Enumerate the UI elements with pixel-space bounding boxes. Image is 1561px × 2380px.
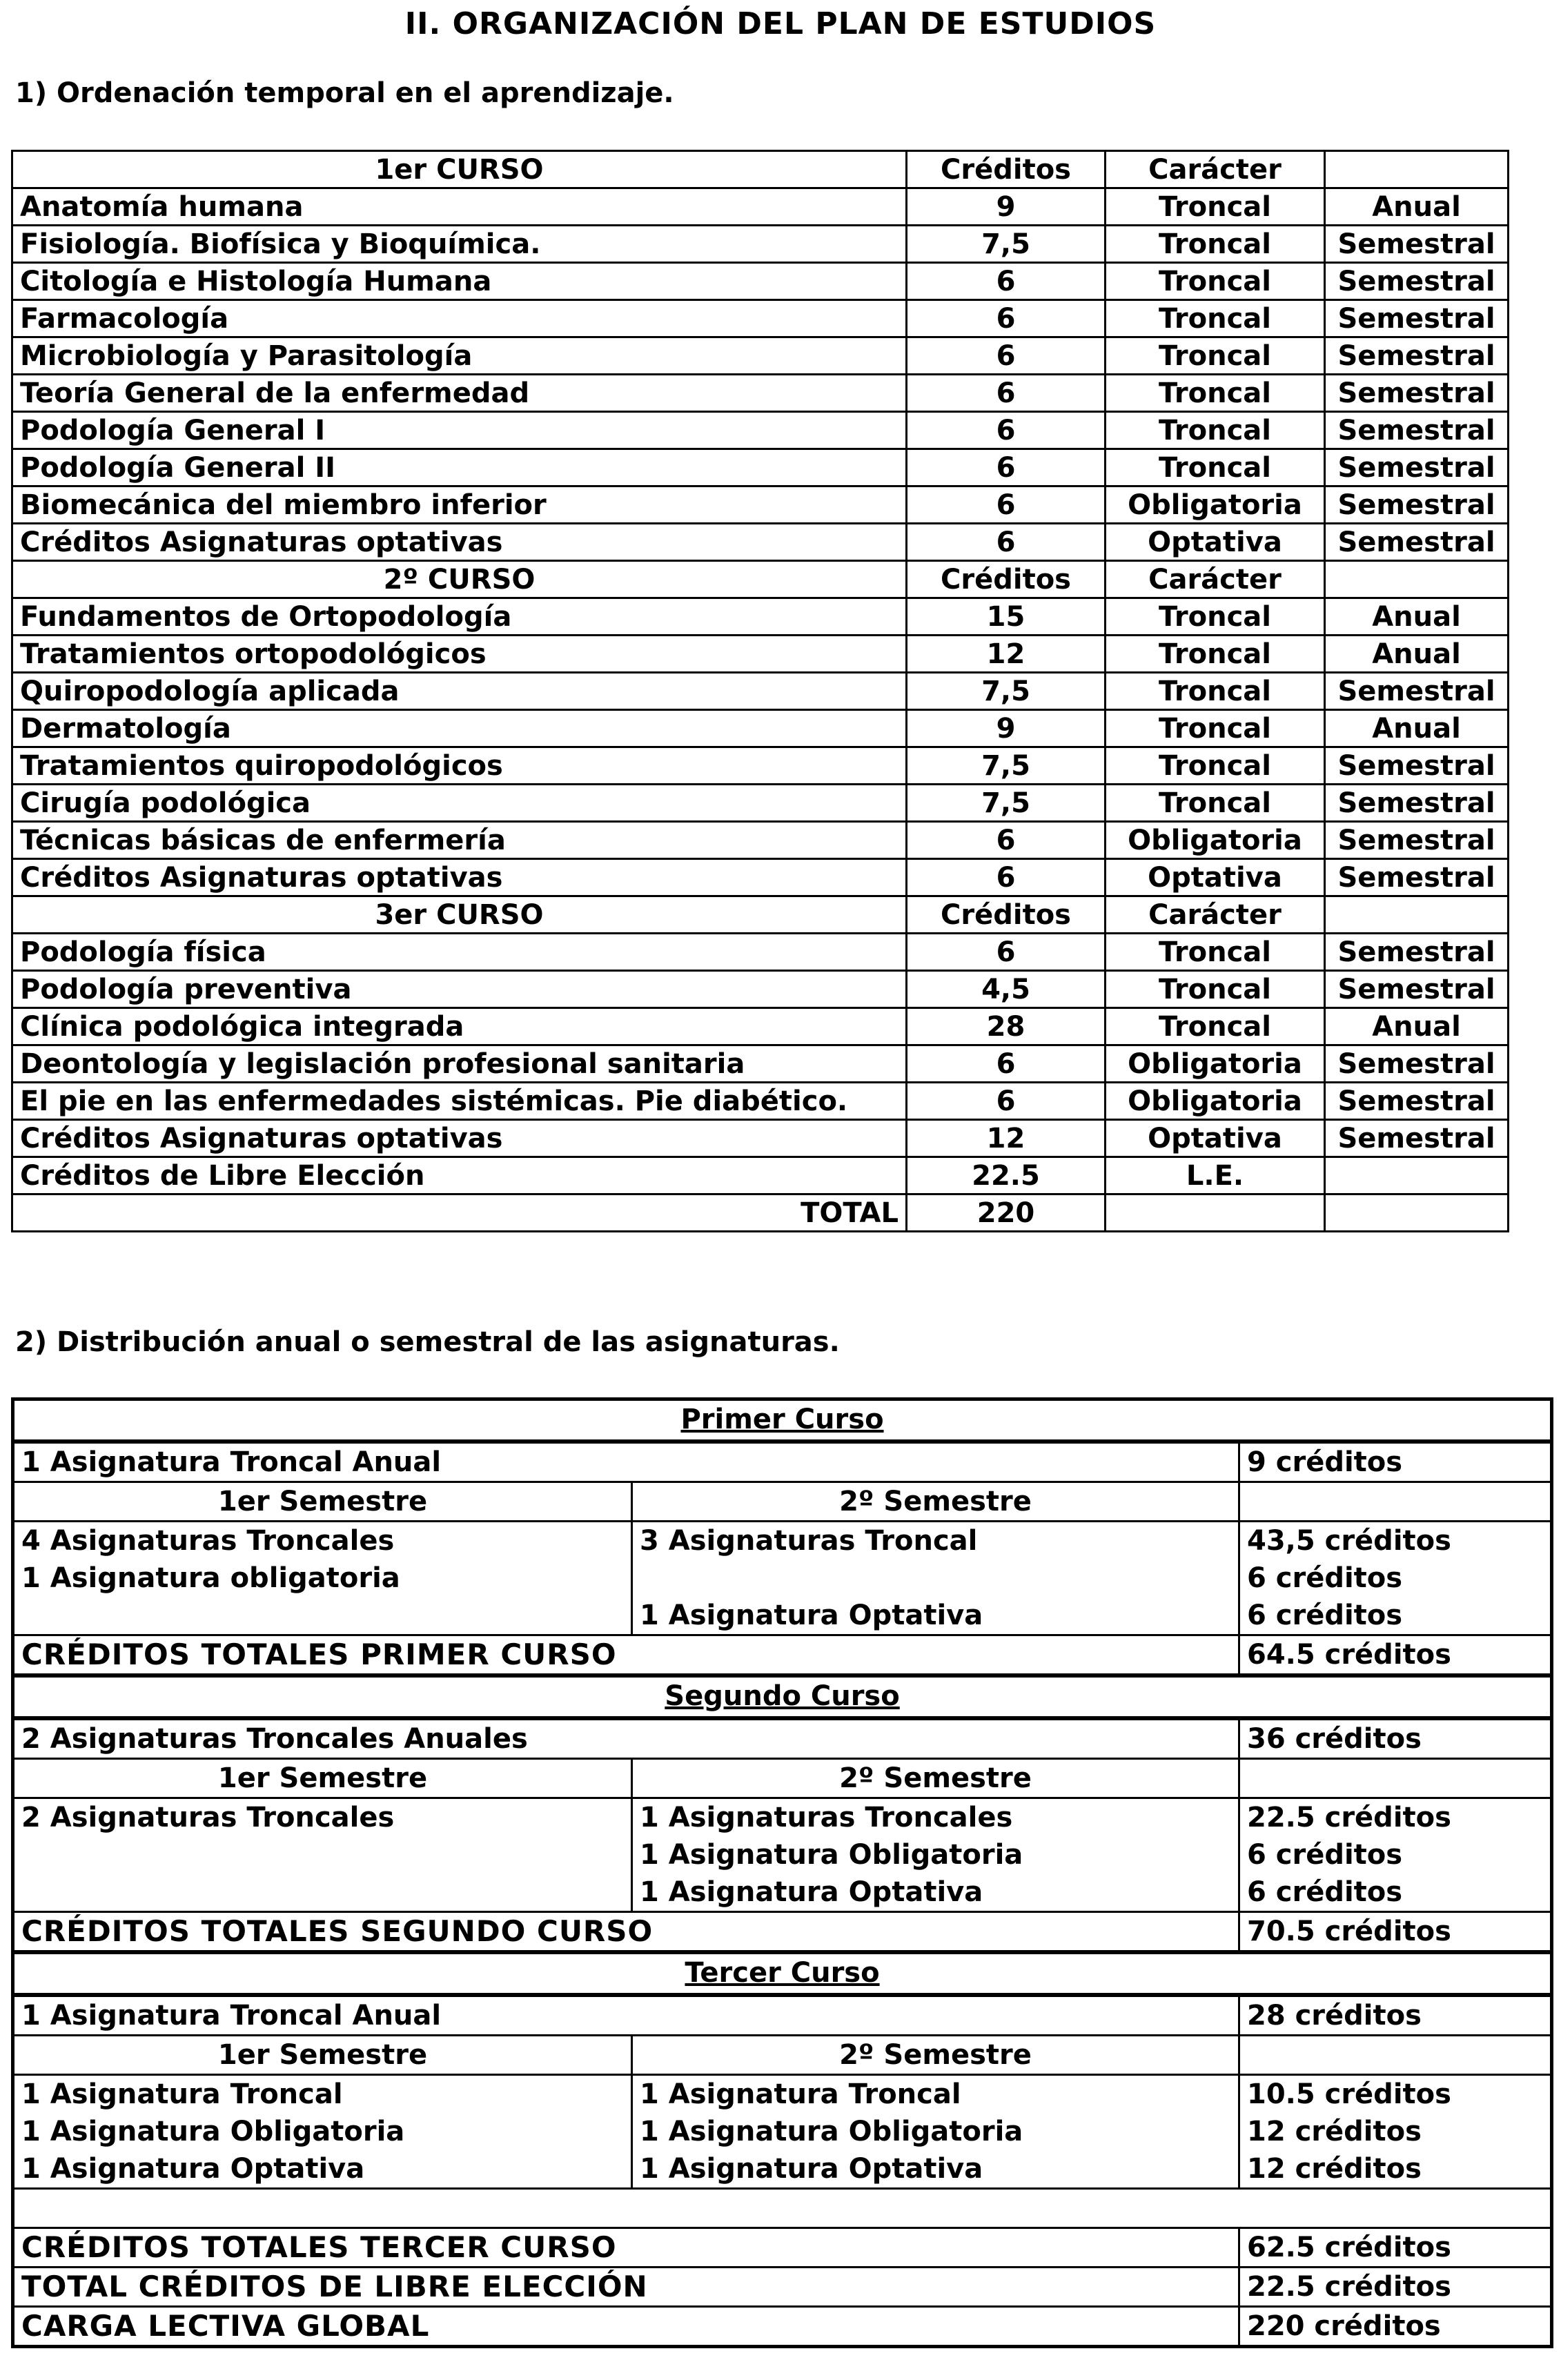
line-item: 6 créditos bbox=[1247, 1839, 1403, 1871]
duration-cell: Semestral bbox=[1325, 449, 1509, 486]
credits-cell: 6 bbox=[907, 524, 1106, 561]
carga-global-label: CARGA LECTIVA GLOBAL bbox=[13, 2307, 1239, 2347]
subject-cell: Clínica podológica integrada bbox=[12, 1008, 907, 1045]
creditos-header-cell: Créditos bbox=[907, 151, 1106, 188]
line-item: 1 Asignatura Obligatoria bbox=[640, 2116, 1023, 2147]
empty-cell bbox=[13, 2189, 1552, 2228]
semester-header-row bbox=[13, 1482, 1552, 1522]
character-cell: Optativa bbox=[1106, 524, 1325, 561]
section-heading-ordenacion: 1) Ordenación temporal en el aprendizaje. bbox=[15, 77, 674, 109]
table-row bbox=[12, 226, 1509, 263]
subject-cell: Cirugía podológica bbox=[12, 785, 907, 822]
character-cell: Optativa bbox=[1106, 1120, 1325, 1157]
character-cell: Troncal bbox=[1106, 673, 1325, 710]
credits-cell: 6 bbox=[907, 263, 1106, 300]
annual-credits: 9 créditos bbox=[1239, 1442, 1552, 1482]
semester1-header: 1er Semestre bbox=[13, 2036, 632, 2075]
line-item: 6 créditos bbox=[1247, 1876, 1403, 1908]
line-item bbox=[21, 1873, 624, 1911]
line-item bbox=[640, 1560, 1231, 1597]
semester1-subjects bbox=[13, 1798, 632, 1912]
character-cell: Troncal bbox=[1106, 785, 1325, 822]
line-item: 1 Asignatura Troncal bbox=[21, 2078, 343, 2110]
credits-cell: 28 bbox=[907, 1008, 1106, 1045]
character-cell: Troncal bbox=[1106, 226, 1325, 263]
credits-cell: 6 bbox=[907, 1045, 1106, 1083]
duration-cell: Semestral bbox=[1325, 859, 1509, 896]
semester1-header: 1er Semestre bbox=[13, 1759, 632, 1798]
semester2-header: 2º Semestre bbox=[632, 2036, 1239, 2075]
line-item: 1 Asignatura obligatoria bbox=[21, 1562, 400, 1594]
empty-cell bbox=[1325, 1194, 1509, 1232]
credits-cell: 6 bbox=[907, 375, 1106, 412]
duration-cell: Semestral bbox=[1325, 673, 1509, 710]
credits-cell: 7,5 bbox=[907, 673, 1106, 710]
character-cell: Troncal bbox=[1106, 412, 1325, 449]
line-item: 1 Asignatura Obligatoria bbox=[21, 2116, 405, 2147]
subject-cell: Créditos Asignaturas optativas bbox=[12, 524, 907, 561]
curso-header-cell: 1er CURSO bbox=[12, 151, 907, 188]
semester2-subjects bbox=[632, 2075, 1239, 2189]
duration-cell: Anual bbox=[1325, 598, 1509, 636]
subject-cell: Créditos Asignaturas optativas bbox=[12, 1120, 907, 1157]
line-item: 10.5 créditos bbox=[1247, 2078, 1451, 2110]
carga-global-row bbox=[13, 2307, 1552, 2347]
line-item: 1 Asignaturas Troncales bbox=[640, 1802, 1013, 1833]
curso-total-value: 64.5 créditos bbox=[1239, 1635, 1552, 1676]
curso-total-value: 70.5 créditos bbox=[1239, 1912, 1552, 1953]
libre-eleccion-value: 22.5 créditos bbox=[1239, 2268, 1552, 2307]
total-value: 220 bbox=[907, 1194, 1106, 1232]
character-cell: L.E. bbox=[1106, 1157, 1325, 1194]
character-cell: Troncal bbox=[1106, 263, 1325, 300]
semester-credits bbox=[1239, 2075, 1552, 2189]
subject-cell: Créditos de Libre Elección bbox=[12, 1157, 907, 1194]
section-heading-distribucion: 2) Distribución anual o semestral de las asignaturas. bbox=[15, 1326, 840, 1358]
table-row bbox=[12, 524, 1509, 561]
credits-cell: 6 bbox=[907, 412, 1106, 449]
subject-cell: Farmacología bbox=[12, 300, 907, 337]
credits-cell: 9 bbox=[907, 710, 1106, 747]
character-cell: Optativa bbox=[1106, 859, 1325, 896]
table-row bbox=[12, 337, 1509, 375]
character-cell: Troncal bbox=[1106, 710, 1325, 747]
duration-cell: Semestral bbox=[1325, 375, 1509, 412]
credits-cell: 9 bbox=[907, 188, 1106, 226]
subject-cell: Podología preventiva bbox=[12, 971, 907, 1008]
credits-cell: 6 bbox=[907, 859, 1106, 896]
curso-title-text: Primer Curso bbox=[680, 1404, 884, 1435]
table-row bbox=[12, 1008, 1509, 1045]
credits-cell: 7,5 bbox=[907, 226, 1106, 263]
duration-cell: Semestral bbox=[1325, 412, 1509, 449]
caracter-header-cell: Carácter bbox=[1106, 561, 1325, 598]
total-row bbox=[12, 1194, 1509, 1232]
subject-cell: Tratamientos ortopodológicos bbox=[12, 636, 907, 673]
duration-cell: Semestral bbox=[1325, 1120, 1509, 1157]
character-cell: Obligatoria bbox=[1106, 822, 1325, 859]
line-item: 1 Asignatura Optativa bbox=[640, 2153, 983, 2185]
page-title: II. ORGANIZACIÓN DEL PLAN DE ESTUDIOS bbox=[404, 6, 1157, 41]
duration-cell: Anual bbox=[1325, 188, 1509, 226]
duration-cell: Semestral bbox=[1325, 1045, 1509, 1083]
semester-detail-row bbox=[13, 1522, 1552, 1635]
table-row bbox=[12, 1045, 1509, 1083]
table-row bbox=[12, 263, 1509, 300]
duration-cell: Semestral bbox=[1325, 337, 1509, 375]
curso-title-row bbox=[13, 1952, 1552, 1995]
subject-cell: Técnicas básicas de enfermería bbox=[12, 822, 907, 859]
character-cell: Troncal bbox=[1106, 971, 1325, 1008]
line-item bbox=[21, 1836, 624, 1873]
credits-cell: 6 bbox=[907, 822, 1106, 859]
subject-cell: Microbiología y Parasitología bbox=[12, 337, 907, 375]
curso-header-cell: 3er CURSO bbox=[12, 896, 907, 934]
character-cell: Troncal bbox=[1106, 188, 1325, 226]
semester-credits bbox=[1239, 1798, 1552, 1912]
credits-cell: 6 bbox=[907, 934, 1106, 971]
creditos-header-cell: Créditos bbox=[907, 561, 1106, 598]
curso-total-label: CRÉDITOS TOTALES PRIMER CURSO bbox=[13, 1635, 1239, 1676]
credits-cell: 4,5 bbox=[907, 971, 1106, 1008]
curso-title bbox=[13, 1399, 1552, 1442]
line-item: 1 Asignatura Optativa bbox=[640, 1876, 983, 1908]
table-row bbox=[12, 971, 1509, 1008]
curso-total-label: CRÉDITOS TOTALES TERCER CURSO bbox=[13, 2228, 1239, 2268]
annual-row bbox=[13, 1442, 1552, 1482]
table-row bbox=[12, 859, 1509, 896]
character-cell: Troncal bbox=[1106, 375, 1325, 412]
subject-cell: Créditos Asignaturas optativas bbox=[12, 859, 907, 896]
duration-cell: Semestral bbox=[1325, 934, 1509, 971]
libre-eleccion-row bbox=[13, 2268, 1552, 2307]
subject-cell: Fundamentos de Ortopodología bbox=[12, 598, 907, 636]
line-item: 1 Asignatura Obligatoria bbox=[640, 1839, 1023, 1871]
duration-cell: Anual bbox=[1325, 1008, 1509, 1045]
empty-cell bbox=[1106, 1194, 1325, 1232]
curriculum-table bbox=[11, 150, 1509, 1232]
credits-cell: 6 bbox=[907, 486, 1106, 524]
curso-total-row bbox=[13, 1912, 1552, 1953]
duration-cell: Semestral bbox=[1325, 971, 1509, 1008]
semester2-header: 2º Semestre bbox=[632, 1482, 1239, 1522]
curso-title-row bbox=[13, 1399, 1552, 1442]
section-header-row bbox=[12, 896, 1509, 934]
line-item: 6 créditos bbox=[1247, 1562, 1403, 1594]
duracion-header-cell bbox=[1325, 896, 1509, 934]
subject-cell: Anatomía humana bbox=[12, 188, 907, 226]
character-cell: Troncal bbox=[1106, 747, 1325, 785]
semester-detail-row bbox=[13, 1798, 1552, 1912]
subject-cell: Quiropodología aplicada bbox=[12, 673, 907, 710]
line-item: 1 Asignatura Optativa bbox=[21, 2153, 365, 2185]
table-row bbox=[12, 486, 1509, 524]
line-item bbox=[21, 1597, 624, 1634]
table-row bbox=[12, 747, 1509, 785]
table-row bbox=[12, 598, 1509, 636]
credits-cell: 7,5 bbox=[907, 785, 1106, 822]
credits-cell: 6 bbox=[907, 1083, 1106, 1120]
libre-eleccion-label: TOTAL CRÉDITOS DE LIBRE ELECCIÓN bbox=[13, 2268, 1239, 2307]
table-row bbox=[12, 188, 1509, 226]
table-row bbox=[12, 934, 1509, 971]
credits-cell: 12 bbox=[907, 1120, 1106, 1157]
duration-cell: Semestral bbox=[1325, 263, 1509, 300]
credits-cell: 12 bbox=[907, 636, 1106, 673]
subject-cell: Citología e Histología Humana bbox=[12, 263, 907, 300]
curso-total-row bbox=[13, 1635, 1552, 1676]
line-item: 2 Asignaturas Troncales bbox=[21, 1802, 395, 1833]
empty-cell bbox=[1239, 1759, 1552, 1798]
credits-cell: 15 bbox=[907, 598, 1106, 636]
curso-title-row bbox=[13, 1675, 1552, 1718]
duration-cell bbox=[1325, 1157, 1509, 1194]
duracion-header-cell bbox=[1325, 151, 1509, 188]
character-cell: Troncal bbox=[1106, 598, 1325, 636]
subject-cell: Deontología y legislación profesional sanitaria bbox=[12, 1045, 907, 1083]
annual-row bbox=[13, 1995, 1552, 2036]
table-row bbox=[12, 1120, 1509, 1157]
character-cell: Obligatoria bbox=[1106, 1083, 1325, 1120]
semester1-header: 1er Semestre bbox=[13, 1482, 632, 1522]
semester1-subjects bbox=[13, 2075, 632, 2189]
line-item: 6 créditos bbox=[1247, 1600, 1403, 1631]
character-cell: Troncal bbox=[1106, 1008, 1325, 1045]
table-row bbox=[12, 375, 1509, 412]
subject-cell: Podología General II bbox=[12, 449, 907, 486]
duration-cell: Semestral bbox=[1325, 524, 1509, 561]
duration-cell: Semestral bbox=[1325, 300, 1509, 337]
character-cell: Obligatoria bbox=[1106, 1045, 1325, 1083]
line-item: 22.5 créditos bbox=[1247, 1802, 1451, 1833]
annual-subjects: 1 Asignatura Troncal Anual bbox=[13, 1995, 1239, 2036]
duration-cell: Semestral bbox=[1325, 822, 1509, 859]
duration-cell: Semestral bbox=[1325, 1083, 1509, 1120]
table-row bbox=[12, 1157, 1509, 1194]
semester1-subjects bbox=[13, 1522, 632, 1635]
subject-cell: Podología física bbox=[12, 934, 907, 971]
semester-header-row bbox=[13, 1759, 1552, 1798]
total-label: TOTAL bbox=[12, 1194, 907, 1232]
credits-cell: 6 bbox=[907, 300, 1106, 337]
semester2-subjects bbox=[632, 1522, 1239, 1635]
distribution-table bbox=[11, 1397, 1553, 2348]
subject-cell: Dermatología bbox=[12, 710, 907, 747]
line-item: 43,5 créditos bbox=[1247, 1525, 1451, 1557]
line-item: 1 Asignatura Optativa bbox=[640, 1600, 983, 1631]
subject-cell: Biomecánica del miembro inferior bbox=[12, 486, 907, 524]
credits-cell: 22.5 bbox=[907, 1157, 1106, 1194]
annual-credits: 28 créditos bbox=[1239, 1995, 1552, 2036]
credits-cell: 7,5 bbox=[907, 747, 1106, 785]
credits-cell: 6 bbox=[907, 449, 1106, 486]
subject-cell: Fisiología. Biofísica y Bioquímica. bbox=[12, 226, 907, 263]
line-item: 4 Asignaturas Troncales bbox=[21, 1525, 395, 1557]
semester2-header: 2º Semestre bbox=[632, 1759, 1239, 1798]
duracion-header-cell bbox=[1325, 561, 1509, 598]
table-row bbox=[12, 300, 1509, 337]
curso-title-text: Segundo Curso bbox=[665, 1680, 900, 1712]
duration-cell: Semestral bbox=[1325, 747, 1509, 785]
table-row bbox=[12, 710, 1509, 747]
annual-subjects: 2 Asignaturas Troncales Anuales bbox=[13, 1718, 1239, 1759]
spacer-row bbox=[13, 2189, 1552, 2228]
subject-cell: Podología General I bbox=[12, 412, 907, 449]
duration-cell: Semestral bbox=[1325, 486, 1509, 524]
caracter-header-cell: Carácter bbox=[1106, 151, 1325, 188]
caracter-header-cell: Carácter bbox=[1106, 896, 1325, 934]
table-row bbox=[12, 449, 1509, 486]
character-cell: Troncal bbox=[1106, 934, 1325, 971]
line-item: 12 créditos bbox=[1247, 2153, 1422, 2185]
creditos-header-cell: Créditos bbox=[907, 896, 1106, 934]
semester-credits bbox=[1239, 1522, 1552, 1635]
character-cell: Troncal bbox=[1106, 449, 1325, 486]
table-row bbox=[12, 412, 1509, 449]
semester2-subjects bbox=[632, 1798, 1239, 1912]
table-row bbox=[12, 673, 1509, 710]
empty-cell bbox=[1239, 1482, 1552, 1522]
subject-cell: El pie en las enfermedades sistémicas. Pie diabético. bbox=[12, 1083, 907, 1120]
character-cell: Obligatoria bbox=[1106, 486, 1325, 524]
character-cell: Troncal bbox=[1106, 300, 1325, 337]
table-row bbox=[12, 822, 1509, 859]
curso-title bbox=[13, 1675, 1552, 1718]
subject-cell: Tratamientos quiropodológicos bbox=[12, 747, 907, 785]
character-cell: Troncal bbox=[1106, 337, 1325, 375]
curso-title-text: Tercer Curso bbox=[685, 1957, 880, 1989]
line-item: 1 Asignatura Troncal bbox=[640, 2078, 961, 2110]
semester-detail-row bbox=[13, 2075, 1552, 2189]
curso-header-cell: 2º CURSO bbox=[12, 561, 907, 598]
carga-global-value: 220 créditos bbox=[1239, 2307, 1552, 2347]
curso-total-row bbox=[13, 2228, 1552, 2268]
credits-cell: 6 bbox=[907, 337, 1106, 375]
table-row bbox=[12, 785, 1509, 822]
duration-cell: Semestral bbox=[1325, 226, 1509, 263]
duration-cell: Anual bbox=[1325, 636, 1509, 673]
table-row bbox=[12, 1083, 1509, 1120]
line-item: 12 créditos bbox=[1247, 2116, 1422, 2147]
subject-cell: Teoría General de la enfermedad bbox=[12, 375, 907, 412]
empty-cell bbox=[1239, 2036, 1552, 2075]
character-cell: Troncal bbox=[1106, 636, 1325, 673]
annual-credits: 36 créditos bbox=[1239, 1718, 1552, 1759]
duration-cell: Anual bbox=[1325, 710, 1509, 747]
annual-subjects: 1 Asignatura Troncal Anual bbox=[13, 1442, 1239, 1482]
curso-title bbox=[13, 1952, 1552, 1995]
curso-total-label: CRÉDITOS TOTALES SEGUNDO CURSO bbox=[13, 1912, 1239, 1953]
table-row bbox=[12, 636, 1509, 673]
annual-row bbox=[13, 1718, 1552, 1759]
section-header-row bbox=[12, 561, 1509, 598]
semester-header-row bbox=[13, 2036, 1552, 2075]
line-item: 3 Asignaturas Troncal bbox=[640, 1525, 978, 1557]
duration-cell: Semestral bbox=[1325, 785, 1509, 822]
section-header-row bbox=[12, 151, 1509, 188]
curso-total-value: 62.5 créditos bbox=[1239, 2228, 1552, 2268]
